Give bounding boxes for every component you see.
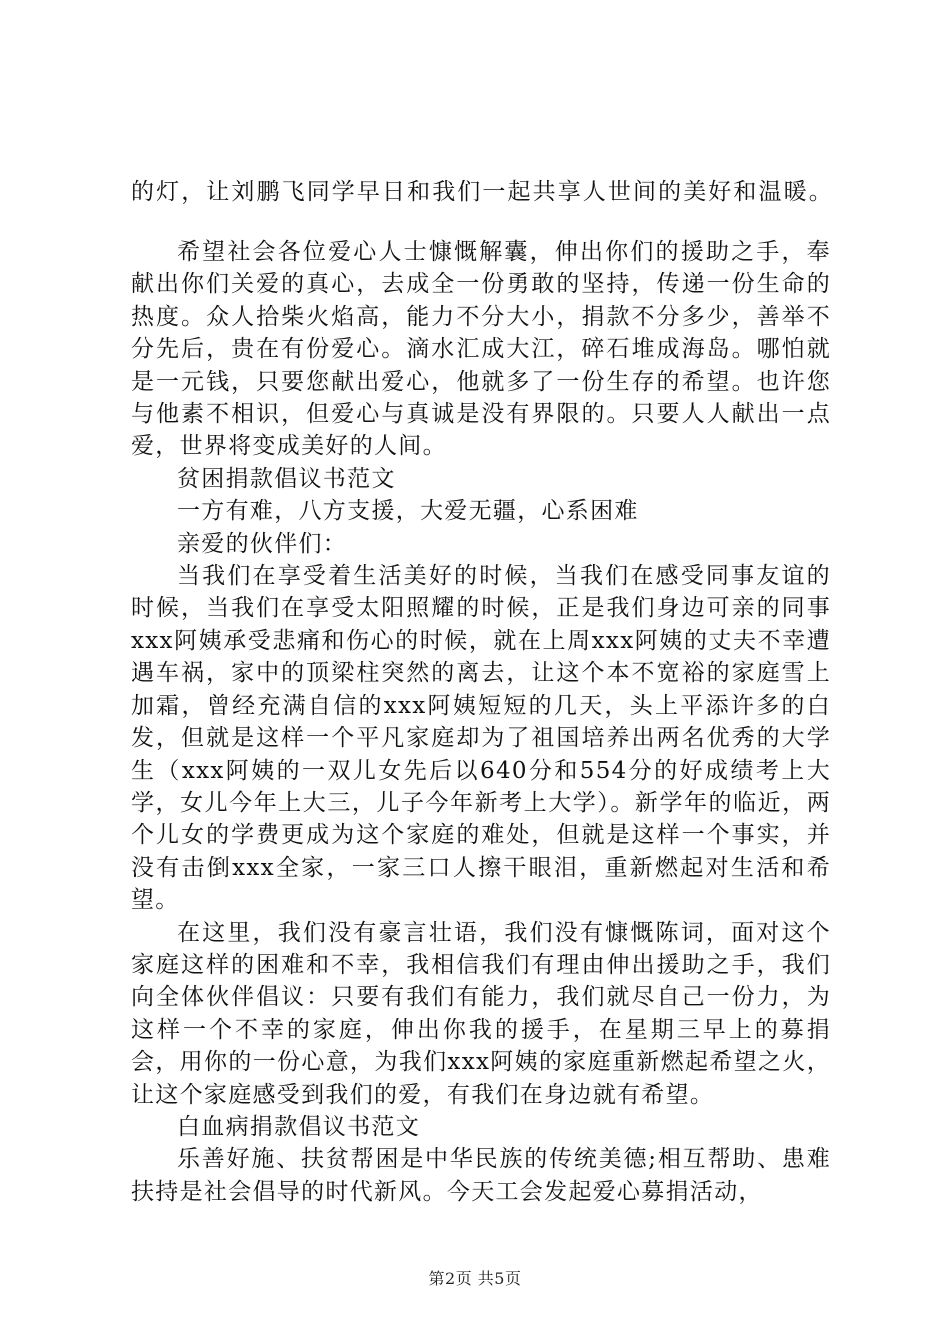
paragraph-family-story: 当我们在享受着生活美好的时候，当我们在感受同事友谊的时候，当我们在享受太阳照耀的时候，正是我们身边可亲的同事xxx阿姨承受悲痛和伤心的时候，就在上周xxx阿姨的丈夫不幸遭遇车祸，家中的顶梁柱突然的离去，让这个本不宽裕的家庭雪上加霜，曾经充满自信的xxx阿姨短短的几天，头上平添许多的白发，但就是这样一个平凡家庭却为了祖国培养出两名优秀的大学生（xxx阿姨的一双儿女先后以640分和554分的好成绩考上大学，女儿今年上大三，儿子今年新考上大学）。新学年的临近，两个儿女的学费更成为这个家庭的难处，但就是这样一个事实，并没有击倒xxx全家，一家三口人擦干眼泪，重新燃起对生活和希望。 xyxy=(131,563,831,914)
paragraph-leukemia-intro: 乐善好施、扶贫帮困是中华民族的传统美德;相互帮助、患难扶持是社会倡导的时代新风。今天工会发起爱心募捐活动， xyxy=(131,1146,831,1205)
paragraph-call-to-action: 在这里，我们没有豪言壮语，我们没有慷慨陈词，面对这个家庭这样的困难和不幸，我相信我们有理由伸出援助之手，我们向全体伙伴倡议：只要有我们有能力，我们就尽自己一份力，为这样一个不幸的家庭，伸出你我的援手，在星期三早上的募捐会，用你的一份心意，为我们xxx阿姨的家庭重新燃起希望之火，让这个家庭感受到我们的爱，有我们在身边就有希望。 xyxy=(131,919,831,1108)
heading-poverty-donation: 贫困捐款倡议书范文 xyxy=(177,465,396,492)
page-number-footer: 第2页 共5页 xyxy=(428,1269,522,1288)
paragraph-appeal: 希望社会各位爱心人士慷慨解囊，伸出你们的援助之手，奉献出你们关爱的真心，去成全一份勇敢的坚持，传递一份生命的热度。众人拾柴火焰高，能力不分大小，捐款不分多少，善举不分先后，贵在有份爱心。滴水汇成大江，碎石堆成海岛。哪怕就是一元钱，只要您献出爱心，他就多了一份生存的希望。也许您与他素不相识，但爱心与真诚是没有界限的。只要人人献出一点爱，世界将变成美好的人间。 xyxy=(131,239,831,460)
heading-salutation: 亲爱的伙伴们： xyxy=(177,530,348,557)
heading-slogan: 一方有难，八方支援，大爱无疆，心系困难 xyxy=(177,498,639,525)
document-body xyxy=(131,236,831,1208)
opening-line: 的灯，让刘鹏飞同学早日和我们一起共享人世间的美好和温暖。 xyxy=(131,179,834,205)
heading-leukemia-donation: 白血病捐款倡议书范文 xyxy=(177,1113,420,1140)
